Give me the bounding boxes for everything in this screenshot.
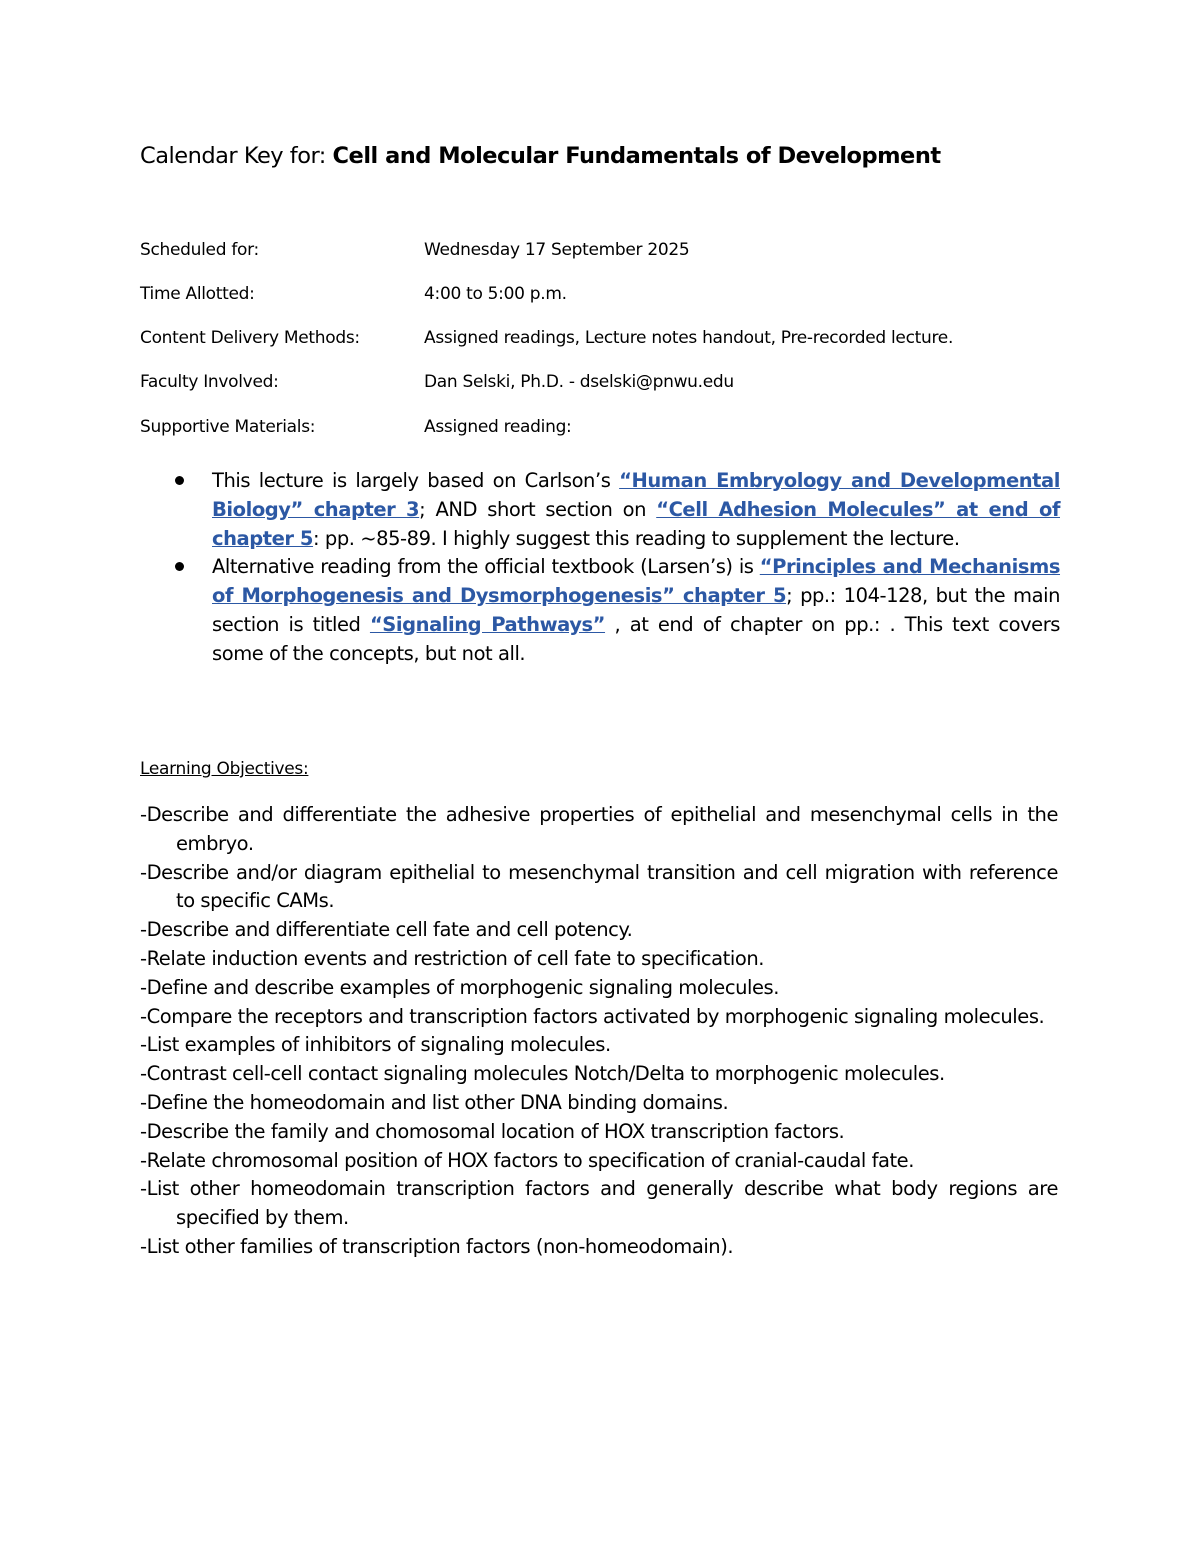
objective-item: -Describe and differentiate cell fate and cell potency. — [140, 918, 633, 942]
objective-item: -List other families of transcription factors (non-homeodomain). — [140, 1234, 734, 1258]
carlson-chapter-3-link[interactable]: “Human Embryology and Developmental Biology” chapter 3 — [212, 469, 1060, 521]
meta-label: Content Delivery Methods: — [140, 328, 360, 348]
objective-item: -Relate induction events and restriction of cell fate to specification. — [140, 946, 764, 970]
objective-item: -Describe and/or diagram epithelial to mesenchymal transition and cell migration with reference to specific CAMs. — [140, 860, 1058, 913]
learning-objectives-list — [140, 801, 1058, 1262]
objective-item: -List other homeodomain transcription factors and generally describe what body regions are specified by them. — [140, 1177, 1058, 1230]
meta-label: Scheduled for: — [140, 240, 259, 260]
bullet-icon — [175, 562, 184, 571]
meta-label: Supportive Materials: — [140, 417, 316, 437]
meta-label: Time Allotted: — [140, 284, 255, 304]
cell-adhesion-molecules-link[interactable]: “Cell Adhesion Molecules” at end of chapter 5 — [212, 497, 1060, 550]
signaling-pathways-link[interactable]: “Signaling Pathways” — [369, 612, 606, 636]
reading-text: ; AND short section on — [419, 497, 657, 521]
reading-text: Alternative reading from the official textbook (Larsen’s) is — [212, 555, 760, 579]
objective-item: -Describe and differentiate the adhesive properties of epithelial and mesenchymal cells in the embryo. — [140, 803, 1058, 855]
reading-list — [212, 467, 1060, 669]
reading-text: This lecture is largely based on Carlson’s — [212, 469, 620, 492]
reading-item-carlson — [212, 467, 1060, 553]
objective-item: -Define and describe examples of morphogenic signaling molecules. — [140, 975, 779, 999]
objective-item: -Describe the family and chomosomal location of HOX transcription factors. — [140, 1119, 845, 1143]
title-prefix: Calendar Key for: — [140, 143, 333, 169]
meta-value: Wednesday 17 September 2025 — [424, 240, 690, 260]
objective-item: -Contrast cell-cell contact signaling molecules Notch/Delta to morphogenic molecules. — [140, 1062, 945, 1086]
objective-item: -List examples of inhibitors of signaling molecules. — [140, 1033, 611, 1057]
meta-value: Assigned reading: — [424, 417, 572, 437]
meta-value: Assigned readings, Lecture notes handout, Pre-recorded lecture. — [424, 328, 954, 348]
course-name: Cell and Molecular Fundamentals of Development — [332, 143, 941, 169]
reading-text: ; pp.: 104-128, but the main section is titled — [212, 584, 1060, 636]
bullet-icon — [175, 476, 184, 485]
learning-objectives-heading: Learning Objectives: — [140, 759, 309, 779]
reading-text: , at end of chapter on pp.: . This text covers some of the concepts, but not all. — [212, 612, 1060, 665]
meta-value: 4:00 to 5:00 p.m. — [424, 284, 567, 304]
page-title — [140, 143, 941, 169]
objective-item: -Compare the receptors and transcription factors activated by morphogenic signaling molecules. — [140, 1004, 1045, 1028]
reading-text: : pp. ~85-89. I highly suggest this reading to supplement the lecture. — [313, 526, 960, 550]
meta-value: Dan Selski, Ph.D. - dselski@pnwu.edu — [424, 372, 734, 392]
larsen-chapter-5-link[interactable]: “Principles and Mechanisms of Morphogenesis and Dysmorphogenesis” chapter 5 — [212, 555, 1061, 608]
meta-label: Faculty Involved: — [140, 372, 279, 392]
reading-item-larsen — [212, 553, 1060, 668]
objective-item: -Relate chromosomal position of HOX factors to specification of cranial-caudal fate. — [140, 1148, 914, 1172]
objective-item: -Define the homeodomain and list other DNA binding domains. — [140, 1090, 729, 1114]
